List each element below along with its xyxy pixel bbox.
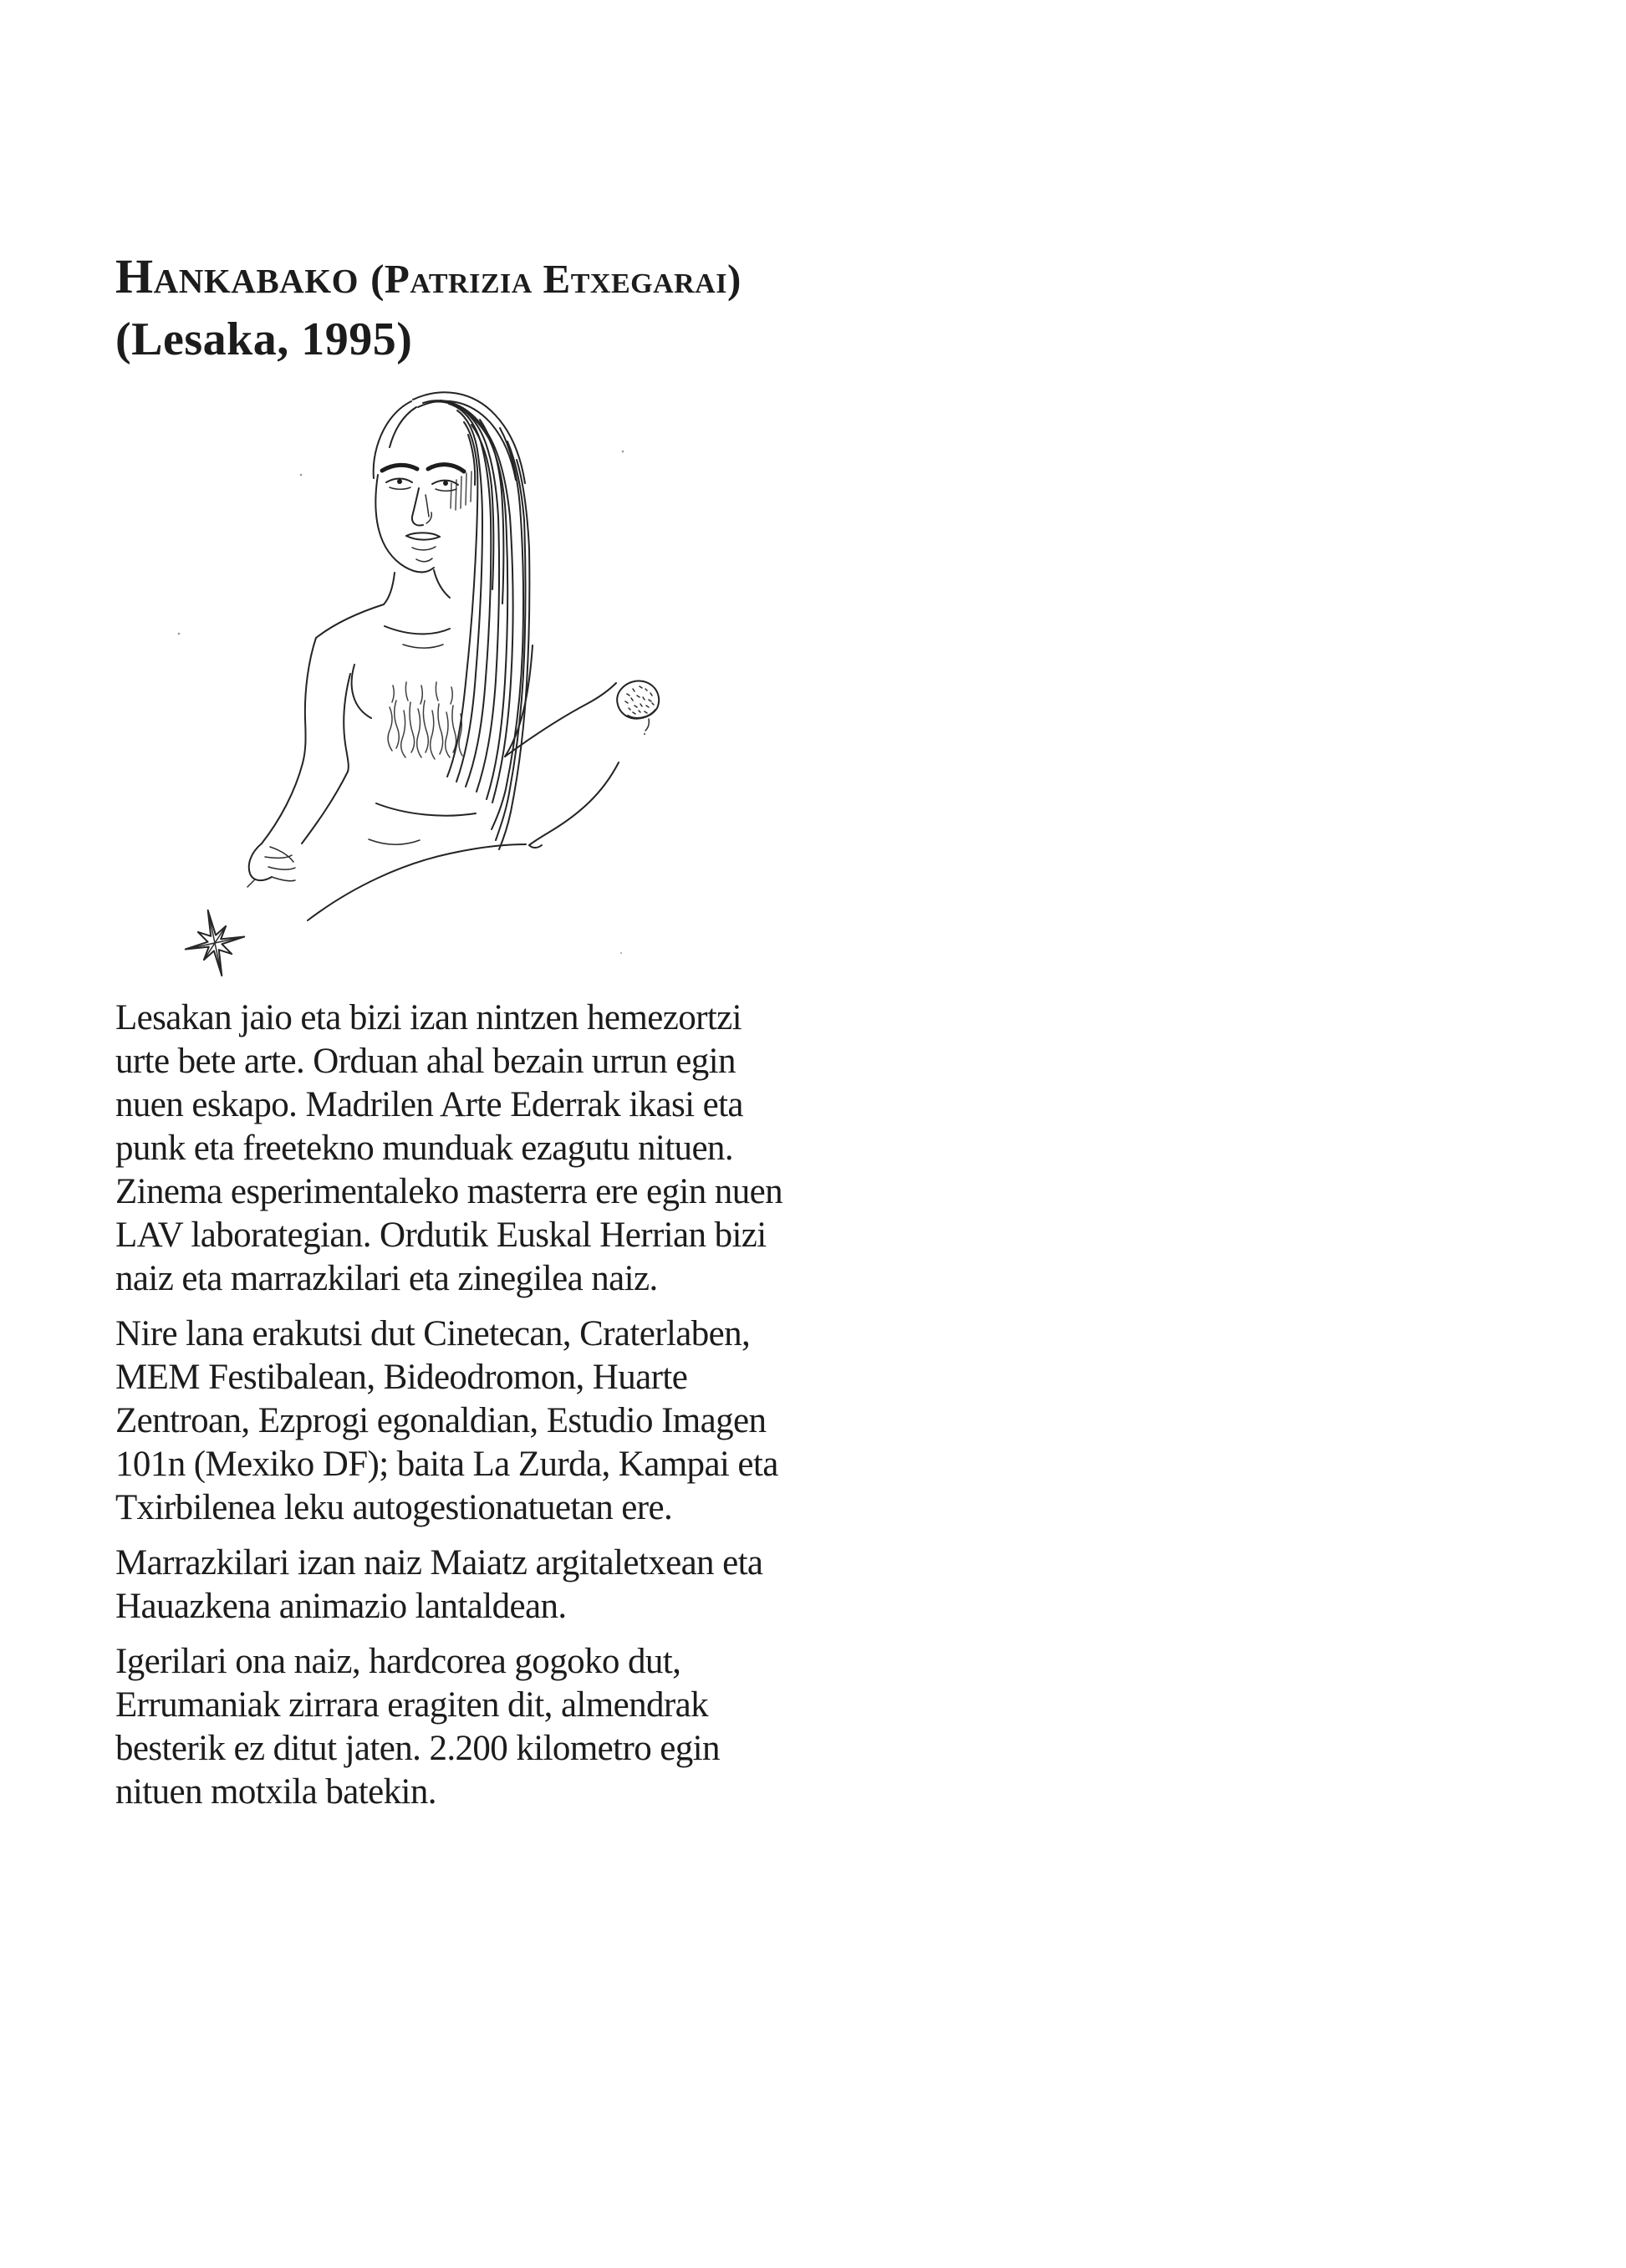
chest-hair	[388, 682, 462, 759]
text-line: urte bete arte. Orduan ahal bezain urrun egin	[115, 1042, 736, 1081]
title-alias: (Patrizia Etxegarai)	[370, 256, 742, 302]
text-line: Errumaniak zirrara eragiten dit, almendrak	[115, 1685, 709, 1725]
bio-paragraph	[115, 996, 868, 1301]
lips	[406, 533, 440, 537]
title-origin: (Lesaka, 1995)	[115, 313, 413, 365]
text-line: besterik ez ditut jaten. 2.200 kilometro egin	[115, 1729, 720, 1768]
stray-marks	[178, 451, 624, 954]
cheek-hatching	[451, 471, 471, 510]
ink-drawing	[167, 385, 711, 986]
text-line: Nire lana erakutsi dut Cinetecan, Craterlaben,	[115, 1314, 751, 1353]
text-line: Marrazkilari izan naiz Maiatz argitaletxean eta	[115, 1543, 763, 1583]
text-line: punk eta freetekno munduak ezagutu nituen.	[115, 1129, 733, 1168]
text-line: nuen eskapo. Madrilen Arte Ederrak ikasi eta	[115, 1085, 743, 1124]
title-name: Hankabako	[115, 249, 359, 303]
page-title	[115, 248, 742, 368]
text-line: LAV laborategian. Ordutik Euskal Herrian bizi	[115, 1216, 767, 1255]
figure-illustration	[167, 385, 711, 986]
text-line: Txirbilenea leku autogestionatuetan ere.	[115, 1488, 673, 1527]
left-eyebrow	[382, 465, 417, 471]
hand	[249, 843, 272, 880]
text-line: naiz eta marrazkilari eta zinegilea naiz.	[115, 1259, 658, 1298]
text-line: Hauazkena animazio lantaldean.	[115, 1587, 567, 1626]
almond-leaf-shape	[617, 681, 659, 735]
text-line: Zinema esperimentaleko masterra ere egin nuen	[115, 1172, 782, 1211]
left-arm	[249, 638, 350, 881]
nose	[412, 488, 423, 526]
bio-text	[115, 996, 868, 1826]
hair	[374, 392, 530, 849]
text-line: Igerilari ona naiz, hardcorea gogoko dut,	[115, 1642, 681, 1681]
torso	[316, 570, 616, 844]
bio-paragraph	[115, 1312, 868, 1530]
text-line: Zentroan, Ezprogi egonaldian, Estudio Imagen	[115, 1401, 767, 1440]
bio-paragraph	[115, 1542, 868, 1628]
legs	[308, 762, 619, 920]
face	[375, 465, 471, 573]
text-line: MEM Festibalean, Bideodromon, Huarte	[115, 1358, 688, 1397]
text-line: nituen motxila batekin.	[115, 1772, 436, 1812]
bio-paragraph	[115, 1640, 868, 1814]
eight-pointed-star	[178, 904, 251, 981]
text-line: Lesakan jaio eta bizi izan nintzen hemezortzi	[115, 998, 742, 1037]
right-eyebrow	[428, 465, 464, 471]
text-line: 101n (Mexiko DF); baita La Zurda, Kampai eta	[115, 1445, 778, 1484]
